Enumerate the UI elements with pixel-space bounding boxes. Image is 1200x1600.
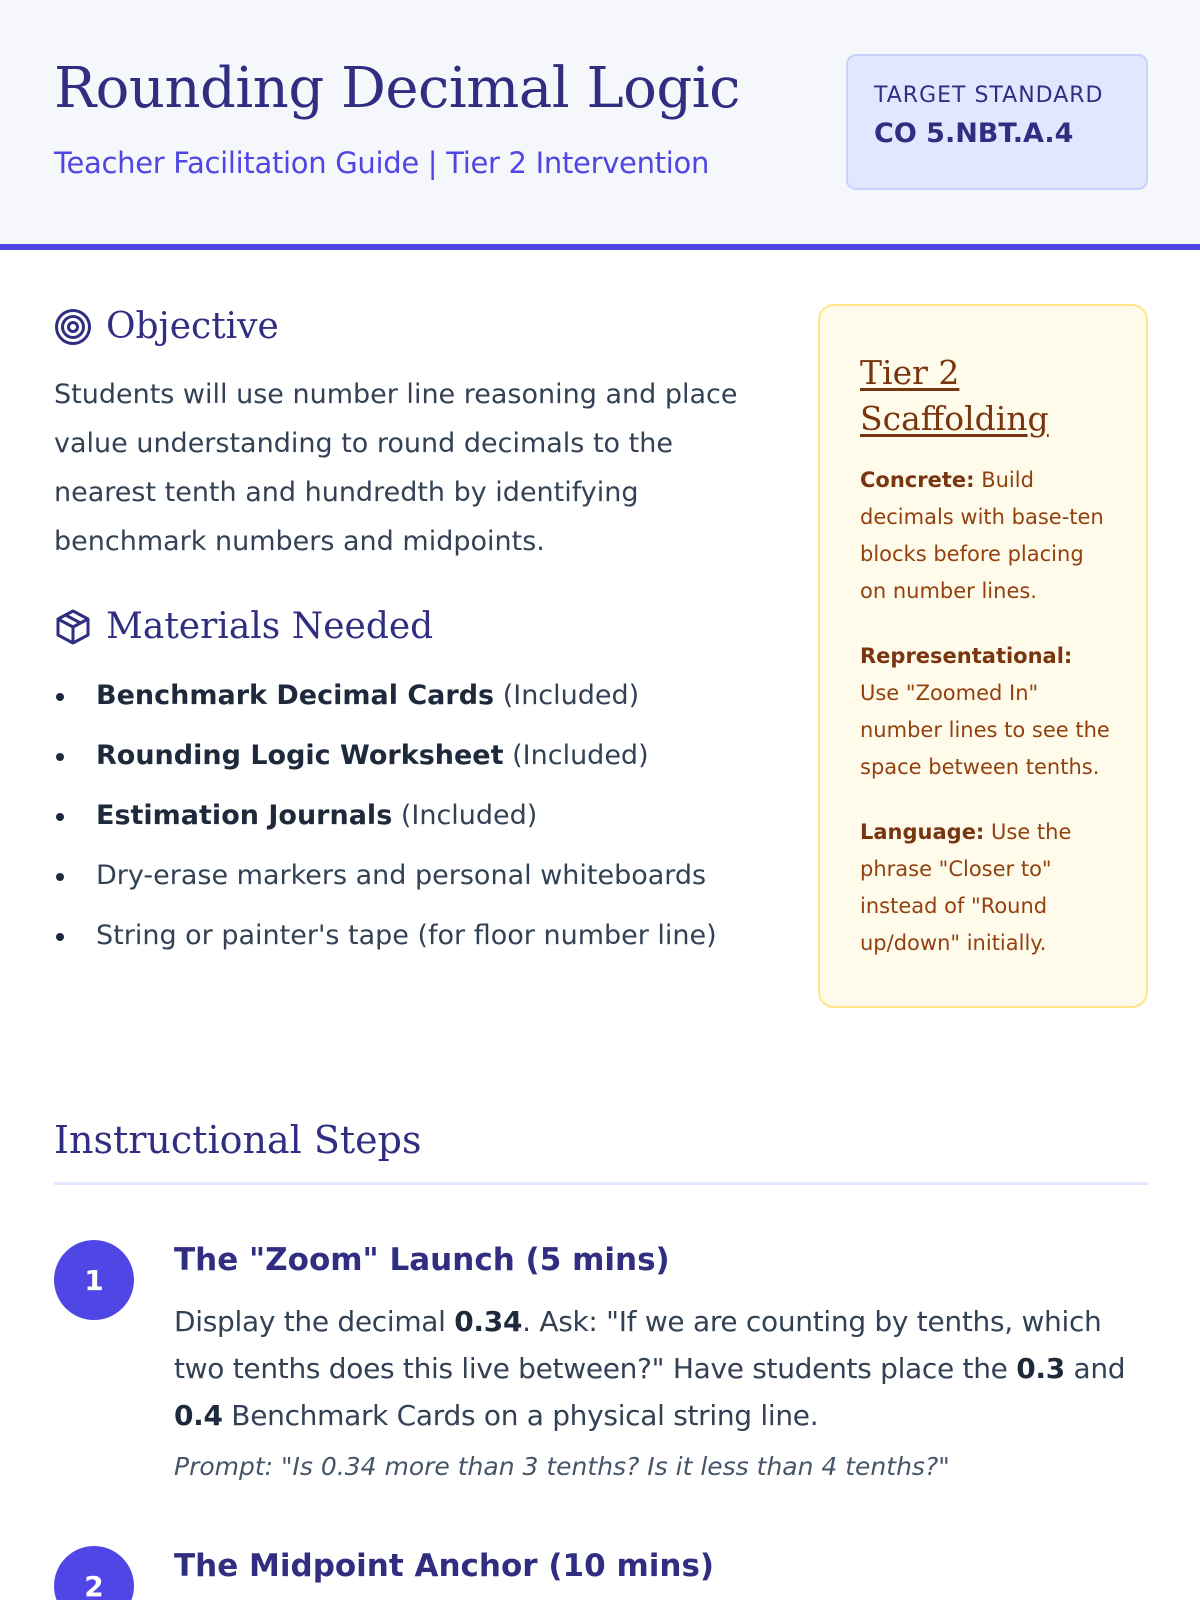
list-item: Rounding Logic Worksheet (Included)	[54, 732, 774, 792]
target-standard-value: CO 5.NBT.A.4	[874, 118, 1074, 149]
objective-text: Students will use number line reasoning and place value understanding to round decimals to the nearest tenth and hundredth by identifying benchmark numbers and midpoints.	[54, 379, 738, 557]
list-item: String or painter's tape (for floor number line)	[54, 912, 774, 972]
section-divider	[54, 1182, 1148, 1185]
scaffolding-title: Tier 2 Scaffolding	[860, 353, 1049, 438]
page-subtitle: Teacher Facilitation Guide | Tier 2 Intervention	[54, 146, 710, 180]
target-standard-badge	[846, 54, 1148, 190]
scaffolding-item-language: Language: Use the phrase "Closer to" instead of "Round up/down" initially.	[860, 820, 1072, 955]
step-body: Display the decimal 0.34. Ask: "If we are counting by tenths, which two tenths does this live between?" Have students place the 0.3 and 0.4 Benchmark Cards on a physical string line.	[174, 1305, 1126, 1432]
target-standard-label: TARGET STANDARD	[874, 83, 1104, 108]
objective-heading	[54, 306, 279, 347]
list-item: Benchmark Decimal Cards (Included)	[54, 672, 774, 732]
scaffolding-item-representational: Representational: Use "Zoomed In" number lines to see the space between tenths.	[860, 644, 1110, 779]
materials-heading-label: Materials Needed	[106, 606, 434, 647]
step-prompt: Prompt: "Is 0.34 more than 3 tenths? Is it less than 4 tenths?"	[174, 1452, 950, 1481]
materials-list	[54, 672, 774, 972]
materials-heading	[54, 606, 433, 647]
scaffolding-panel	[818, 304, 1148, 1008]
step-title: The "Zoom" Launch (5 mins)	[174, 1242, 670, 1278]
list-item: Estimation Journals (Included)	[54, 792, 774, 852]
step-number-badge: 1	[54, 1240, 134, 1320]
step-title: The Midpoint Anchor (10 mins)	[174, 1548, 715, 1584]
page-header	[0, 0, 1200, 250]
scaffolding-item-concrete: Concrete: Build decimals with base-ten blocks before placing on number lines.	[860, 468, 1104, 603]
box-icon	[54, 608, 92, 646]
objective-heading-label: Objective	[106, 306, 279, 347]
step-number-badge: 2	[54, 1546, 134, 1600]
target-icon	[54, 308, 92, 346]
page-title: Rounding Decimal Logic	[54, 56, 741, 121]
list-item: Dry-erase markers and personal whiteboards	[54, 852, 774, 912]
instructional-steps-heading: Instructional Steps	[54, 1118, 422, 1162]
